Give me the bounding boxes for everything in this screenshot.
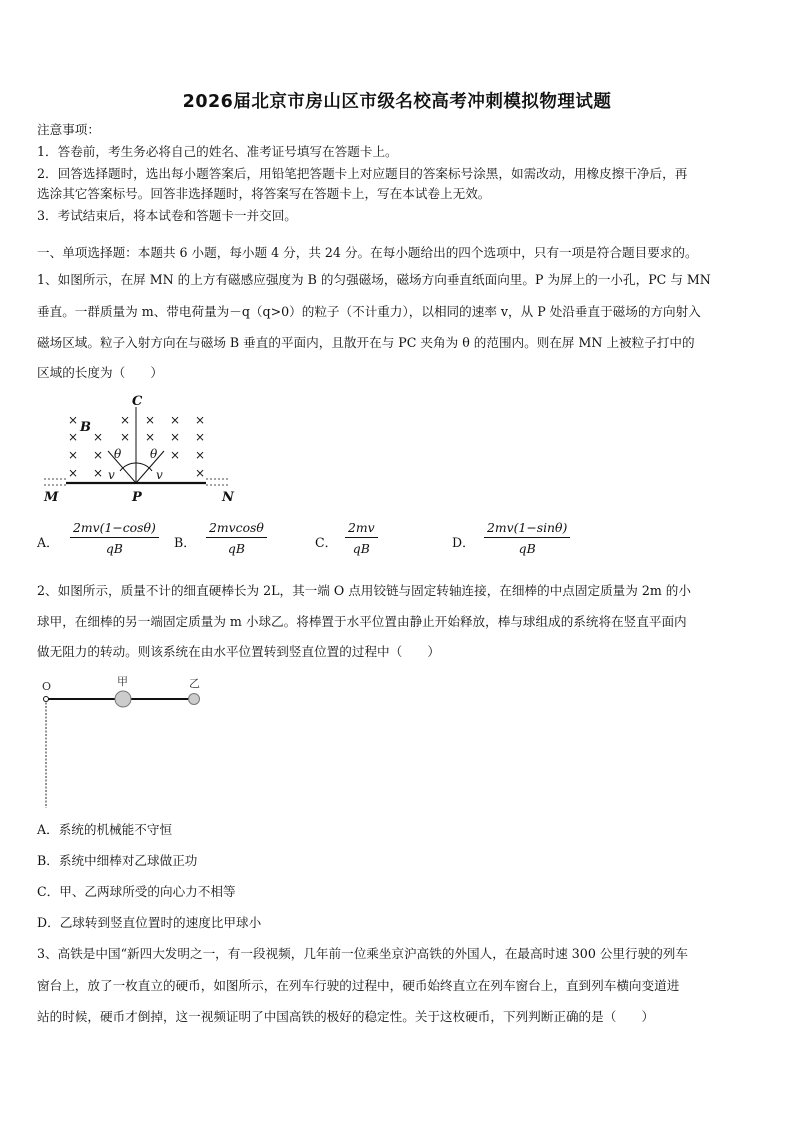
option-c-denominator: qB — [352, 541, 370, 556]
svg-text:×: × — [195, 466, 206, 480]
notice-item: 3．考试结束后，将本试卷和答题卡一并交回。 — [37, 208, 297, 223]
option-c-numerator: 2mv — [345, 520, 378, 538]
label-jia: 甲 — [117, 675, 128, 688]
svg-text:×: × — [93, 430, 104, 444]
svg-text:×: × — [120, 413, 131, 427]
option-b-label: B． — [174, 535, 196, 550]
question-1-text: 磁场区域。粒子入射方向在与磁场 B 垂直的平面内，且散开在与 PC 夹角为 θ 的范围内。则在屏 MN 上被粒子打中的 — [37, 335, 695, 350]
question-2-text: 做无阻力的转动。则该系统在由水平位置转到竖直位置的过程中（ ） — [37, 644, 440, 659]
option-b-numerator: 2mvcosθ — [206, 520, 267, 538]
svg-text:×: × — [170, 413, 181, 427]
option-c-fraction — [345, 520, 378, 556]
option-d-numerator: 2mv(1−sinθ) — [484, 520, 570, 538]
label-p: P — [132, 490, 142, 505]
svg-text:×: × — [68, 448, 79, 462]
svg-text:×: × — [68, 430, 79, 444]
ball-jia — [115, 691, 131, 707]
option-d: D．乙球转到竖直位置时的速度比甲球小 — [37, 915, 262, 930]
question-1-text: 区域的长度为（ ） — [37, 365, 163, 380]
question-1-text: 垂直。一群质量为 m、带电荷量为－q（q>0）的粒子（不计重力），以相同的速率 v，从 P 处沿垂直于磁场的方向射入 — [37, 304, 701, 319]
question-3-text: 窗台上，放了一枚直立的硬币，如图所示，在列车行驶的过程中，硬币始终直立在列车窗台上，直到列车横向变道进 — [37, 978, 680, 993]
label-theta-left: θ — [114, 447, 122, 461]
svg-text:×: × — [195, 448, 206, 462]
label-m: M — [44, 490, 59, 505]
svg-text:×: × — [93, 466, 104, 480]
ball-yi — [189, 694, 200, 705]
svg-text:×: × — [195, 413, 206, 427]
svg-text:×: × — [170, 448, 181, 462]
option-a: A．系统的机械能不守恒 — [37, 822, 173, 837]
question-1-figure — [36, 393, 246, 508]
svg-text:×: × — [170, 430, 181, 444]
svg-text:×: × — [120, 430, 131, 444]
question-3-text: 3、高铁是中国“新四大发明之一，有一段视频，几年前一位乘坐京沪高铁的外国人，在最高时速 300 公里行驶的列车 — [37, 946, 688, 961]
label-yi: 乙 — [189, 677, 200, 690]
svg-text:×: × — [68, 466, 79, 480]
option-a-denominator: qB — [105, 541, 123, 556]
page-title: 2026届北京市房山区市级名校高考冲刺模拟物理试题 — [182, 92, 612, 112]
option-b-fraction — [206, 520, 267, 556]
label-o: O — [42, 680, 52, 693]
option-c-label: C． — [315, 535, 338, 550]
notice-heading: 注意事项： — [37, 122, 100, 137]
option-b: B．系统中细棒对乙球做正功 — [37, 853, 198, 868]
option-a-fraction — [70, 520, 159, 556]
label-n: N — [222, 490, 234, 505]
label-v-left: v — [108, 468, 115, 482]
option-a-numerator: 2mv(1−cosθ) — [70, 520, 159, 538]
svg-text:×: × — [195, 430, 206, 444]
svg-text:×: × — [145, 430, 156, 444]
notice-item: 2．回答选择题时，选出每小题答案后，用铅笔把答题卡上对应题目的答案标号涂黑，如需改动，用橡皮擦干净后，再 — [37, 166, 688, 181]
question-1-text: 1、如图所示，在屏 MN 的上方有磁感应强度为 B 的匀强磁场，磁场方向垂直纸面向里。P 为屏上的一小孔，PC 与 MN — [37, 272, 711, 287]
svg-text:×: × — [68, 413, 79, 427]
label-c: C — [132, 394, 143, 409]
question-2-figure — [36, 672, 216, 812]
question-2-text: 2、如图所示，质量不计的细直硬棒长为 2L，其一端 O 点用铰链与固定转轴连接，在细棒的中点固定质量为 2m 的小 — [37, 583, 691, 598]
label-b: B — [80, 420, 91, 435]
question-2-text: 球甲，在细棒的另一端固定质量为 m 小球乙。将棒置于水平位置由静止开始释放，棒与球组成的系统将在竖直平面内 — [37, 614, 687, 629]
notice-item: 选涂其它答案标号。回答非选择题时，将答案写在答题卡上，写在本试卷上无效。 — [37, 186, 491, 201]
section-heading: 一、单项选择题：本题共 6 小题，每小题 4 分，共 24 分。在每小题给出的四个选项中，只有一项是符合题目要求的。 — [37, 245, 698, 260]
svg-text:×: × — [93, 448, 104, 462]
svg-text:×: × — [145, 413, 156, 427]
option-d-label: D． — [452, 535, 475, 550]
option-d-denominator: qB — [518, 541, 536, 556]
question-3-text: 站的时候，硬币才倒掉，这一视频证明了中国高铁的极好的稳定性。关于这枚硬币，下列判断正确的是（ ） — [37, 1009, 655, 1024]
label-theta-right: θ — [150, 447, 158, 461]
option-c: C．甲、乙两球所受的向心力不相等 — [37, 884, 236, 899]
option-b-denominator: qB — [227, 541, 245, 556]
hinge-o — [44, 697, 49, 702]
label-v-right: v — [156, 468, 163, 482]
option-d-fraction — [484, 520, 570, 556]
option-a-label: A． — [37, 535, 59, 550]
notice-item: 1．答卷前，考生务必将自己的姓名、准考证号填写在答题卡上。 — [37, 144, 398, 159]
